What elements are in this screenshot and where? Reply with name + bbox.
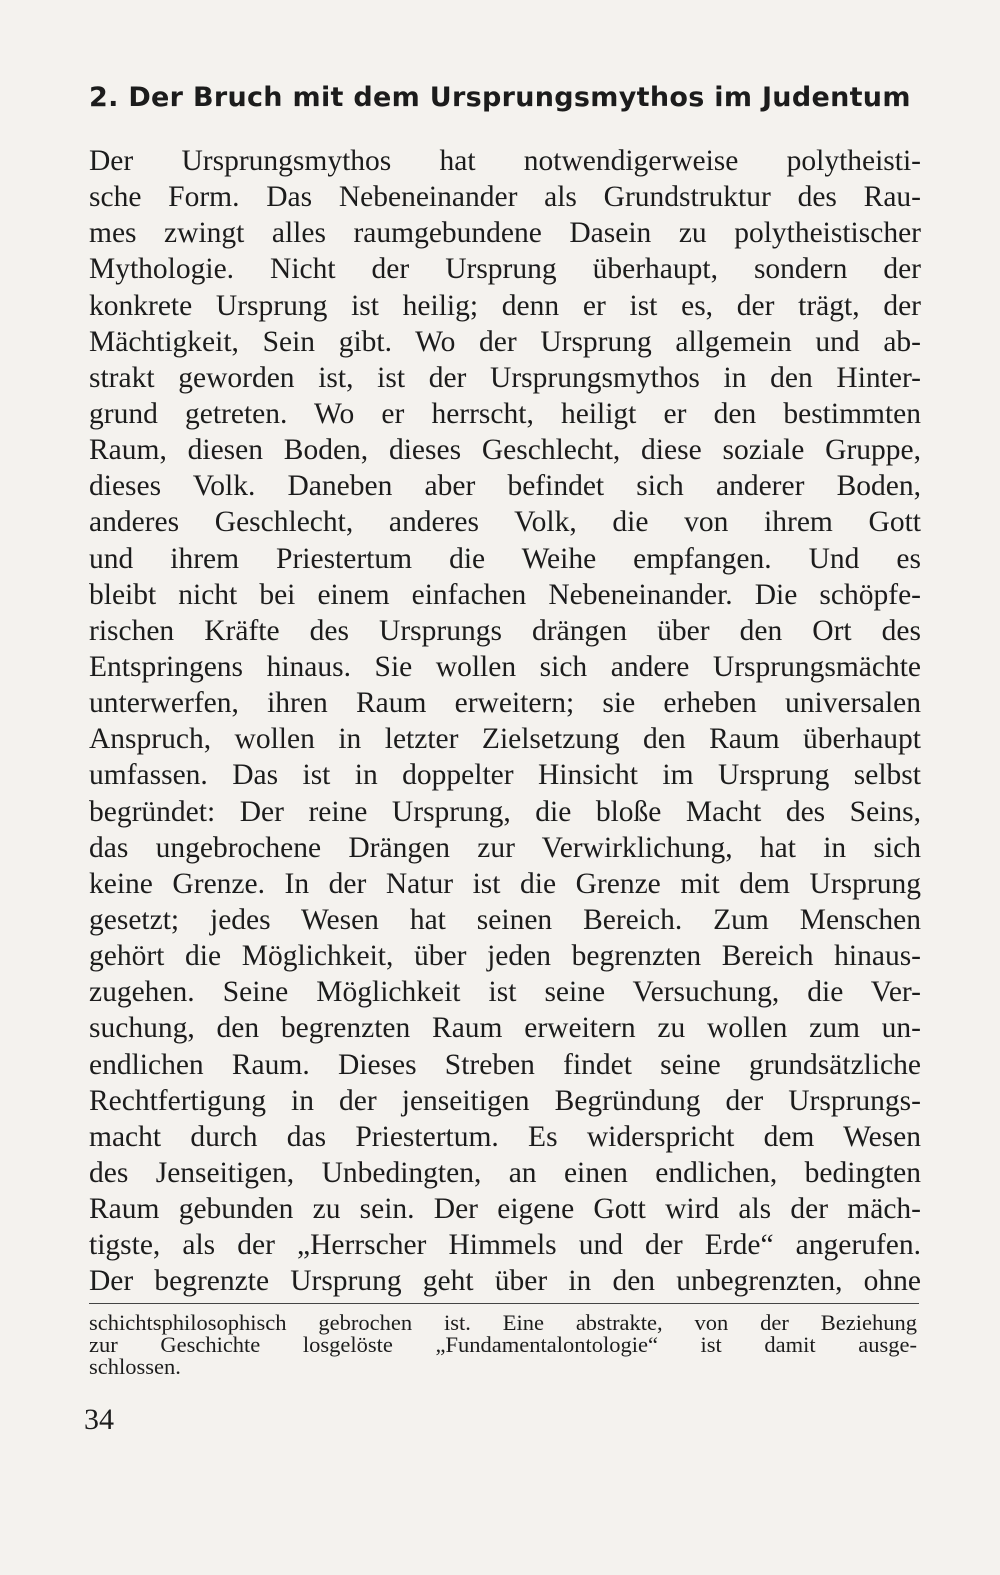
page-number: 34 — [84, 1403, 114, 1436]
body-line: das ungebrochene Drängen zur Verwirklichung, hat in sich — [89, 831, 921, 864]
body-line: und ihrem Priestertum die Weihe empfangen. Und es — [89, 542, 921, 575]
body-line: endlichen Raum. Dieses Streben findet seine grundsätzliche — [89, 1048, 921, 1081]
body-line: suchung, den begrenzten Raum erweitern zu wollen zum un- — [89, 1012, 921, 1045]
body-line: Raum, diesen Boden, dieses Geschlecht, diese soziale Gruppe, — [89, 434, 921, 467]
body-line: Entspringens hinaus. Sie wollen sich andere Ursprungsmächte — [89, 650, 921, 683]
footnote — [89, 1312, 917, 1378]
body-line: konkrete Ursprung ist heilig; denn er ist es, der trägt, der — [89, 289, 921, 322]
body-line: mes zwingt alles raumgebundene Dasein zu polytheistischer — [89, 217, 921, 250]
body-line: tigste, als der „Herrscher Himmels und der Erde“ angerufen. — [89, 1229, 921, 1262]
body-line: anderes Geschlecht, anderes Volk, die von ihrem Gott — [89, 506, 921, 539]
footnote-line: schlossen. — [89, 1354, 181, 1379]
body-line: Mächtigkeit, Sein gibt. Wo der Ursprung allgemein und ab- — [89, 325, 921, 358]
section-heading: 2. Der Bruch mit dem Ursprungsmythos im Judentum — [89, 82, 911, 113]
body-line: rischen Kräfte des Ursprungs drängen über den Ort des — [89, 614, 921, 647]
body-line: zugehen. Seine Möglichkeit ist seine Versuchung, die Ver- — [89, 976, 921, 1009]
body-line: gehört die Möglichkeit, über jeden begrenzten Bereich hinaus- — [89, 940, 921, 973]
body-line: macht durch das Priestertum. Es widerspricht dem Wesen — [89, 1120, 921, 1153]
body-line: begründet: Der reine Ursprung, die bloße Macht des Seins, — [89, 795, 921, 828]
footnote-divider — [89, 1303, 919, 1304]
body-line: dieses Volk. Daneben aber befindet sich anderer Boden, — [89, 470, 921, 503]
footnote-line: zur Geschichte losgelöste „Fundamentalontologie“ ist damit ausge- — [89, 1332, 917, 1357]
body-text — [89, 143, 921, 1300]
body-line: keine Grenze. In der Natur ist die Grenze mit dem Ursprung — [89, 867, 921, 900]
body-line: des Jenseitigen, Unbedingten, an einen endlichen, bedingten — [89, 1156, 921, 1189]
body-line: umfassen. Das ist in doppelter Hinsicht im Ursprung selbst — [89, 759, 921, 792]
body-line: Rechtfertigung in der jenseitigen Begründung der Ursprungs- — [89, 1084, 921, 1117]
body-line: Mythologie. Nicht der Ursprung überhaupt, sondern der — [89, 253, 921, 286]
body-line: bleibt nicht bei einem einfachen Nebeneinander. Die schöpfe- — [89, 578, 921, 611]
body-line: Anspruch, wollen in letzter Zielsetzung den Raum überhaupt — [89, 723, 921, 756]
body-line: Der Ursprungsmythos hat notwendigerweise polytheisti- — [89, 145, 921, 177]
body-line: strakt geworden ist, ist der Ursprungsmythos in den Hinter- — [89, 361, 921, 394]
footnote-line: schichtsphilosophisch gebrochen ist. Eine abstrakte, von der Beziehung — [89, 1310, 917, 1335]
body-line: Raum gebunden zu sein. Der eigene Gott wird als der mäch- — [89, 1193, 921, 1226]
body-line: grund getreten. Wo er herrscht, heiligt er den bestimmten — [89, 397, 921, 430]
body-line: sche Form. Das Nebeneinander als Grundstruktur des Rau- — [89, 181, 921, 214]
body-line: gesetzt; jedes Wesen hat seinen Bereich. Zum Menschen — [89, 903, 921, 936]
body-line: Der begrenzte Ursprung geht über in den unbegrenzten, ohne — [89, 1265, 921, 1298]
body-line: unterwerfen, ihren Raum erweitern; sie erheben universalen — [89, 687, 921, 720]
